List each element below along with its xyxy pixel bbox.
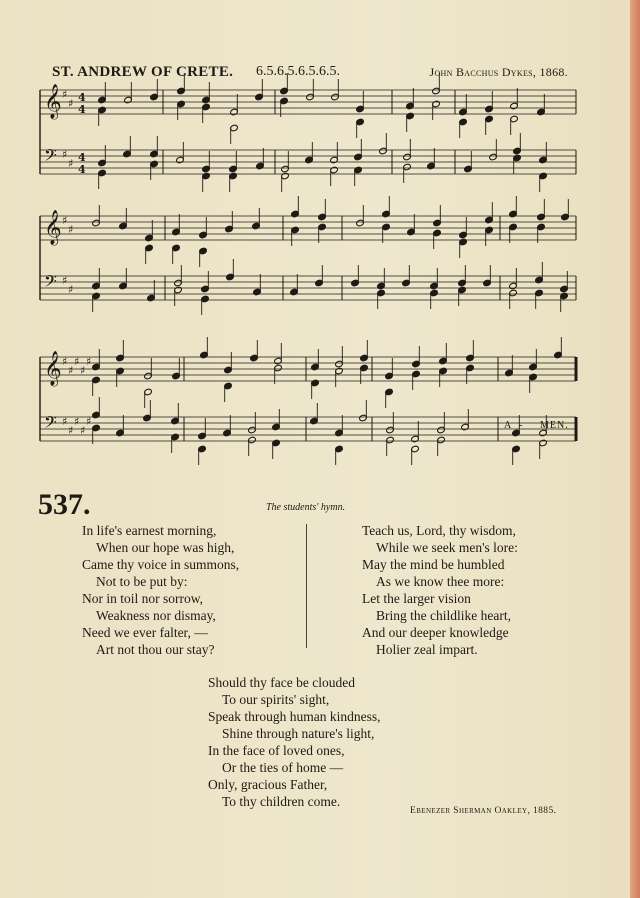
- sharp-sign: ♯: [74, 415, 80, 428]
- amen-syllable-2: -: [519, 420, 524, 431]
- stanza-line: May the mind be humbled: [362, 557, 505, 572]
- stanza-line: Teach us, Lord, thy wisdom,: [362, 523, 516, 538]
- stanza-line: As we know thee more:: [376, 574, 505, 589]
- stanza-line: To thy children come.: [222, 794, 341, 809]
- stanza-line: Weakness nor dismay,: [96, 608, 216, 623]
- stanza-line: In life's earnest morning,: [82, 523, 217, 538]
- tune-meter: 6.5.6.5.6.5.6.5.: [256, 64, 340, 79]
- stanza-line: Should thy face be clouded: [208, 675, 355, 690]
- sharp-sign: ♯: [62, 88, 68, 101]
- sharp-sign: ♯: [62, 148, 68, 161]
- sharp-sign: ♯: [62, 355, 68, 368]
- sharp-sign: ♯: [62, 274, 68, 287]
- sharp-sign: ♯: [80, 364, 86, 377]
- tune-name: ST. ANDREW OF CRETE.: [52, 64, 234, 80]
- stanza-1: [82, 522, 239, 658]
- stanza-line: While we seek men's lore:: [376, 540, 518, 555]
- bass-clef: 𝄢: [44, 412, 57, 436]
- treble-clef: 𝄞: [44, 210, 62, 245]
- sharp-sign: ♯: [62, 415, 68, 428]
- bass-clef: 𝄢: [44, 271, 57, 295]
- sharp-sign: ♯: [62, 214, 68, 227]
- tune-composer: John Bacchus Dykes, 1868.: [429, 65, 568, 79]
- stanza-line: Art not thou our stay?: [96, 642, 215, 657]
- hymn-number: 537.: [38, 488, 91, 521]
- stanza-line: Holier zeal impart.: [376, 642, 478, 657]
- stanza-line: Came thy voice in summons,: [82, 557, 240, 572]
- stanza-line: In the face of loved ones,: [208, 743, 345, 758]
- stanza-line: Let the larger vision: [362, 591, 471, 606]
- stanza-line: Bring the childlike heart,: [376, 608, 511, 623]
- stanza-divider: [306, 524, 307, 648]
- sharp-sign: ♯: [68, 223, 74, 236]
- sharp-sign: ♯: [68, 364, 74, 377]
- stanza-line: Nor in toil nor sorrow,: [82, 591, 203, 606]
- stanza-line: Speak through human kindness,: [208, 709, 381, 724]
- sharp-sign: ♯: [80, 424, 86, 437]
- sharp-sign: ♯: [74, 355, 80, 368]
- hymn-author: Ebenezer Sherman Oakley, 1885.: [410, 806, 557, 816]
- amen-syllable-1: A: [504, 420, 513, 431]
- sharp-sign: ♯: [68, 424, 74, 437]
- sharp-sign: ♯: [68, 97, 74, 110]
- time-signature-top: 4: [78, 151, 86, 164]
- time-signature-bottom: 4: [78, 103, 86, 116]
- stanza-2: [362, 522, 518, 658]
- bass-clef: 𝄢: [44, 145, 57, 169]
- stanza-line: Shine through nature's light,: [222, 726, 375, 741]
- stanza-3: [208, 674, 380, 810]
- time-signature-top: 4: [78, 91, 86, 104]
- stanza-line: Need we ever falter, —: [82, 625, 208, 640]
- stanza-line: Or the ties of home —: [222, 760, 344, 775]
- hymn-occasion: The students' hymn.: [266, 502, 346, 513]
- time-signature-bottom: 4: [78, 163, 86, 176]
- stanza-line: When our hope was high,: [96, 540, 235, 555]
- treble-clef: 𝄞: [44, 84, 62, 119]
- treble-clef: 𝄞: [44, 351, 62, 386]
- stanza-line: Not to be put by:: [96, 574, 188, 589]
- stanza-line: And our deeper knowledge: [362, 625, 509, 640]
- stanza-line: To our spirits' sight,: [222, 692, 330, 707]
- sharp-sign: ♯: [86, 415, 92, 428]
- stanza-line: Only, gracious Father,: [208, 777, 328, 792]
- sharp-sign: ♯: [68, 283, 74, 296]
- sharp-sign: ♯: [86, 355, 92, 368]
- amen-syllable-3: MEN.: [540, 420, 569, 431]
- sharp-sign: ♯: [68, 157, 74, 170]
